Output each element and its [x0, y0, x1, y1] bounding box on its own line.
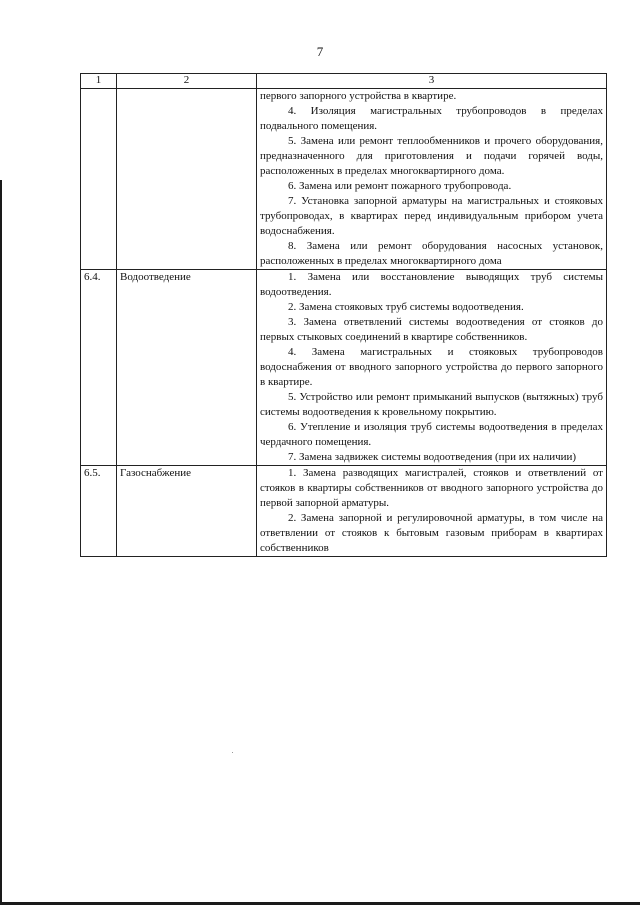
table-row [81, 89, 607, 270]
column-header-number: 1 [81, 74, 117, 89]
column-header-works: 3 [257, 74, 607, 89]
works-item: 8. Замена или ремонт оборудования насосных установок, расположенных в пределах многоквартирного дома [260, 240, 603, 267]
row-number: 6.4. [81, 270, 117, 466]
works-item: 6. Замена или ремонт пожарного трубопровода. [288, 180, 512, 192]
works-item: 5. Устройство или ремонт примыканий выпусков (вытяжных) труб системы водоотведения к кровельному покрытию. [260, 391, 603, 418]
works-item: 2. Замена запорной и регулировочной арматуры, в том числе на ответвлении от стояков к бытовым газовым приборам в квартирах собственников [260, 512, 603, 554]
works-item: 5. Замена или ремонт теплообменников и прочего оборудования, предназначенного для приготовления и подачи горячей воды, расположенных в пределах многоквартирного дома. [260, 135, 603, 177]
works-table [80, 73, 607, 557]
works-item: 7. Установка запорной арматуры на магистральных и стояковых трубопроводах, в квартирах перед индивидуальным прибором учета водоснабжения. [260, 195, 603, 237]
works-item: 4. Замена магистральных и стояковых трубопроводов водоснабжения от вводного запорного устройства до первого запорного в квартире. [260, 346, 603, 388]
row-name [117, 89, 257, 270]
table-row [81, 466, 607, 557]
row-number: 6.5. [81, 466, 117, 557]
works-item: 1. Замена разводящих магистралей, стояков и ответвлений от стояков в квартиры собственников от вводного запорного устройства до первой запорной арматуры. [260, 467, 603, 509]
row-works [257, 89, 607, 270]
column-header-name: 2 [117, 74, 257, 89]
works-item: 3. Замена ответвлений системы водоотведения от стояков до первых стыковых соединений в квартире собственников. [260, 316, 603, 343]
scan-speck [232, 752, 233, 753]
works-item: 4. Изоляция магистральных трубопроводов в пределах подвального помещения. [260, 105, 603, 132]
works-item: 2. Замена стояковых труб системы водоотведения. [288, 301, 524, 313]
works-item: 7. Замена задвижек системы водоотведения (при их наличии) [288, 451, 577, 463]
scan-edge-left [0, 180, 2, 905]
row-name: Водоотведение [117, 270, 257, 466]
table-row [81, 270, 607, 466]
page-number: 7 [316, 44, 324, 59]
row-works [257, 466, 607, 557]
works-item: первого запорного устройства в квартире. [260, 90, 457, 102]
row-works [257, 270, 607, 466]
works-item: 6. Утепление и изоляция труб системы водоотведения в пределах чердачного помещения. [260, 421, 603, 448]
row-name: Газоснабжение [117, 466, 257, 557]
works-item: 1. Замена или восстановление выводящих труб системы водоотведения. [260, 271, 603, 298]
table-header-row [81, 74, 607, 89]
row-number [81, 89, 117, 270]
